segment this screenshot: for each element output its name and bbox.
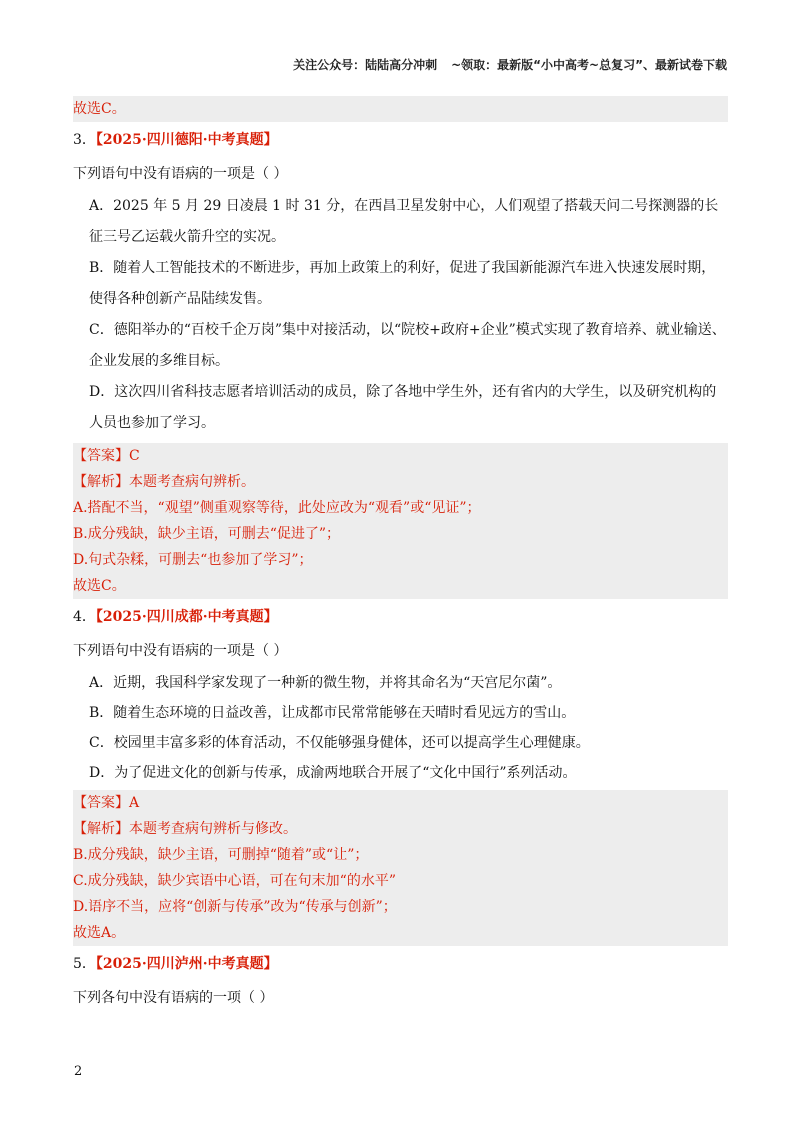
question-5-heading [73, 947, 728, 981]
answer-label: 【答案】 [73, 448, 129, 464]
question-3-point-d: D.句式杂糅，可删去“也参加了学习”； [73, 547, 728, 573]
question-number: 4． [73, 609, 96, 625]
answer-value: C [129, 448, 140, 464]
document-body [73, 96, 728, 1015]
question-4-stem: 下列语句中没有语病的一项是（ ） [73, 643, 288, 659]
question-source-tag: 【2025·四川成都·中考真题】 [95, 609, 278, 625]
analysis-text: 本题考查病句辨析与修改。 [129, 821, 297, 837]
analysis-label: 【解析】 [73, 821, 129, 837]
question-4-point-c: C.成分残缺，缺少宾语中心语，可在句末加“的水平” [73, 868, 728, 894]
question-3-option-d: D．这次四川省科技志愿者培训活动的成员，除了各地中学生外，还有省内的大学生，以及研究机构的人员也参加了学习。 [89, 384, 717, 431]
question-4-point-b: B.成分残缺，缺少主语，可删掉“随着”或“让”； [73, 842, 728, 868]
question-4-option-c: C．校园里丰富多彩的体育活动，不仅能够强身健体，还可以提高学生心理健康。 [89, 735, 590, 751]
answer-label: 【答案】 [73, 795, 129, 811]
question-3-point-b: B.成分残缺，缺少主语，可删去“促进了”； [73, 521, 728, 547]
analysis-text: 本题考查病句辨析。 [129, 474, 255, 490]
question-4-option-d: D．为了促进文化的创新与传承，成渝两地联合开展了“文化中国行”系列活动。 [89, 765, 577, 781]
question-4-point-d: D.语序不当，应将“创新与传承”改为“传承与创新”； [73, 894, 728, 920]
question-3-stem: 下列语句中没有语病的一项是（ ） [73, 166, 288, 182]
question-4-option-b: B．随着生态环境的日益改善，让成都市民常常能够在天晴时看见远方的雪山。 [89, 705, 576, 721]
header-right-text: ~领取：最新版“小中高考~总复习”、最新试卷下载 [451, 58, 727, 72]
prev-conclusion: 故选C。 [73, 96, 728, 122]
answer-value: A [129, 795, 140, 811]
question-4-option-a: A．近期，我国科学家发现了一种新的微生物，并将其命名为“天宫尼尔菌”。 [89, 675, 562, 691]
question-3-heading [73, 123, 728, 157]
question-3-option-a: A．2025 年 5 月 29 日凌晨 1 时 31 分，在西昌卫星发射中心，人们观望了搭载天问二号探测器的长征三号乙运载火箭升空的实况。 [89, 198, 719, 245]
page-number: 2 [74, 1064, 83, 1079]
question-source-tag: 【2025·四川德阳·中考真题】 [95, 132, 278, 148]
question-3-analysis [73, 469, 728, 495]
question-3-point-a: A.搭配不当，“观望”侧重观察等待，此处应改为“观看”或“见证”； [73, 495, 728, 521]
question-4-analysis [73, 816, 728, 842]
analysis-label: 【解析】 [73, 474, 129, 490]
question-4-heading [73, 600, 728, 634]
question-number: 3． [73, 132, 96, 148]
question-number: 5． [73, 956, 96, 972]
question-3-option-b: B．随着人工智能技术的不断进步，再加上政策上的利好，促进了我国新能源汽车进入快速发展时期，使得各种创新产品陆续发售。 [89, 260, 716, 307]
question-4-answer [73, 790, 728, 816]
question-5-stem: 下列各句中没有语病的一项（ ） [73, 990, 274, 1006]
question-source-tag: 【2025·四川泸州·中考真题】 [95, 956, 278, 972]
question-3-answer [73, 443, 728, 469]
page-header [293, 56, 727, 73]
question-3-conclusion: 故选C。 [73, 573, 728, 599]
header-left-text: 关注公众号：陆陆高分冲刺 [293, 58, 438, 72]
question-4-conclusion: 故选A。 [73, 920, 728, 946]
question-3-option-c: C．德阳举办的“百校千企万岗”集中对接活动，以“院校+政府+企业”模式实现了教育培养、就业输送、企业发展的多维目标。 [89, 322, 726, 369]
